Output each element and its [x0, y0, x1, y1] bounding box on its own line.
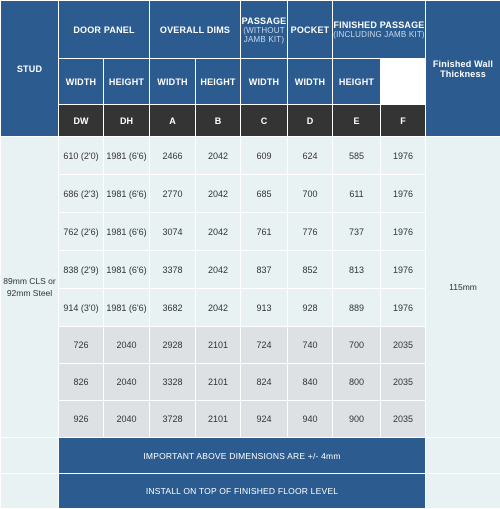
spacer-cell	[1, 474, 59, 509]
code-b: B	[196, 105, 241, 137]
code-d: D	[288, 105, 333, 137]
cell: 926	[59, 401, 104, 438]
stud-value: 89mm CLS or 92mm Steel	[1, 137, 59, 438]
cell: 1981 (6'6)	[104, 289, 150, 327]
finished-passage-title: FINISHED PASSAGE	[333, 20, 424, 30]
finished-passage-subtitle: (INCLUDING JAMB KIT)	[333, 30, 425, 39]
cell: 776	[288, 213, 333, 251]
cell: 685	[241, 175, 288, 213]
spacer-cell	[426, 474, 500, 509]
code-dw: DW	[59, 105, 104, 137]
cell: 1976	[381, 251, 426, 289]
code-c: C	[241, 105, 288, 137]
cell: 700	[333, 327, 381, 364]
cell: 800	[333, 364, 381, 401]
cell: 2466	[150, 137, 196, 175]
cell: 2040	[104, 364, 150, 401]
cell: 1981 (6'6)	[104, 251, 150, 289]
passage-title: PASSAGE	[242, 16, 287, 26]
cell: 914 (3'0)	[59, 289, 104, 327]
finished-wall-header: Finished Wall Thickness	[426, 1, 500, 137]
cell: 889	[333, 289, 381, 327]
cell: 2042	[196, 289, 241, 327]
finished-height-subheader: HEIGHT	[333, 59, 381, 105]
code-dh: DH	[104, 105, 150, 137]
cell: 1976	[381, 213, 426, 251]
overall-height-subheader: HEIGHT	[196, 59, 241, 105]
cell: 2101	[196, 401, 241, 438]
cell: 1981 (6'6)	[104, 175, 150, 213]
cell: 2101	[196, 364, 241, 401]
spacer-cell	[426, 438, 500, 474]
cell: 928	[288, 289, 333, 327]
door-panel-header: DOOR PANEL	[59, 1, 150, 59]
wall-thickness-value: 115mm	[426, 137, 500, 438]
cell: 3378	[150, 251, 196, 289]
cell: 2035	[381, 364, 426, 401]
cell: 700	[288, 175, 333, 213]
cell: 940	[288, 401, 333, 438]
overall-width-subheader: WIDTH	[150, 59, 196, 105]
cell: 724	[241, 327, 288, 364]
table-row	[1, 364, 500, 401]
table-row	[1, 327, 500, 364]
cell: 611	[333, 175, 381, 213]
table-row	[1, 175, 500, 213]
install-note: INSTALL ON TOP OF FINISHED FLOOR LEVEL	[59, 474, 426, 509]
cell: 924	[241, 401, 288, 438]
table-row	[1, 137, 500, 175]
cell: 824	[241, 364, 288, 401]
cell: 1976	[381, 289, 426, 327]
stud-header: STUD	[1, 1, 59, 137]
cell: 2040	[104, 327, 150, 364]
cell: 3682	[150, 289, 196, 327]
cell: 726	[59, 327, 104, 364]
cell: 2035	[381, 327, 426, 364]
tolerance-note: IMPORTANT ABOVE DIMENSIONS ARE +/- 4mm	[59, 438, 426, 474]
table-row	[1, 251, 500, 289]
cell: 2042	[196, 213, 241, 251]
cell: 2101	[196, 327, 241, 364]
table-row	[1, 289, 500, 327]
table-row	[1, 401, 500, 438]
passage-width-subheader: WIDTH	[241, 59, 288, 105]
cell: 2042	[196, 175, 241, 213]
cell: 762 (2'6)	[59, 213, 104, 251]
cell: 585	[333, 137, 381, 175]
cell: 837	[241, 251, 288, 289]
cell: 813	[333, 251, 381, 289]
cell: 2040	[104, 401, 150, 438]
cell: 3074	[150, 213, 196, 251]
cell: 900	[333, 401, 381, 438]
cell: 740	[288, 327, 333, 364]
code-f: F	[381, 105, 426, 137]
cell: 761	[241, 213, 288, 251]
cell: 3728	[150, 401, 196, 438]
cell: 3328	[150, 364, 196, 401]
cell: 624	[288, 137, 333, 175]
pocket-header: POCKET	[288, 1, 333, 59]
pocket-width-subheader: WIDTH	[288, 59, 333, 105]
code-e: E	[333, 105, 381, 137]
cell: 2042	[196, 137, 241, 175]
cell: 838 (2'9)	[59, 251, 104, 289]
cell: 1981 (6'6)	[104, 213, 150, 251]
cell: 737	[333, 213, 381, 251]
passage-subtitle: (WITHOUT JAMB KIT)	[241, 26, 287, 44]
cell: 826	[59, 364, 104, 401]
door-height-subheader: HEIGHT	[104, 59, 150, 105]
cell: 686 (2'3)	[59, 175, 104, 213]
cell: 1981 (6'6)	[104, 137, 150, 175]
cell: 1976	[381, 175, 426, 213]
passage-header	[241, 1, 288, 59]
door-width-subheader: WIDTH	[59, 59, 104, 105]
cell: 2042	[196, 251, 241, 289]
cell: 2928	[150, 327, 196, 364]
cell: 2770	[150, 175, 196, 213]
code-a: A	[150, 105, 196, 137]
cell: 840	[288, 364, 333, 401]
spacer-cell	[1, 438, 59, 474]
table-row	[1, 213, 500, 251]
cell: 852	[288, 251, 333, 289]
cell: 609	[241, 137, 288, 175]
finished-passage-header	[333, 1, 426, 59]
cell: 913	[241, 289, 288, 327]
cell: 2035	[381, 401, 426, 438]
cell: 1976	[381, 137, 426, 175]
cell: 610 (2'0)	[59, 137, 104, 175]
overall-dims-header: OVERALL DIMS	[150, 1, 241, 59]
